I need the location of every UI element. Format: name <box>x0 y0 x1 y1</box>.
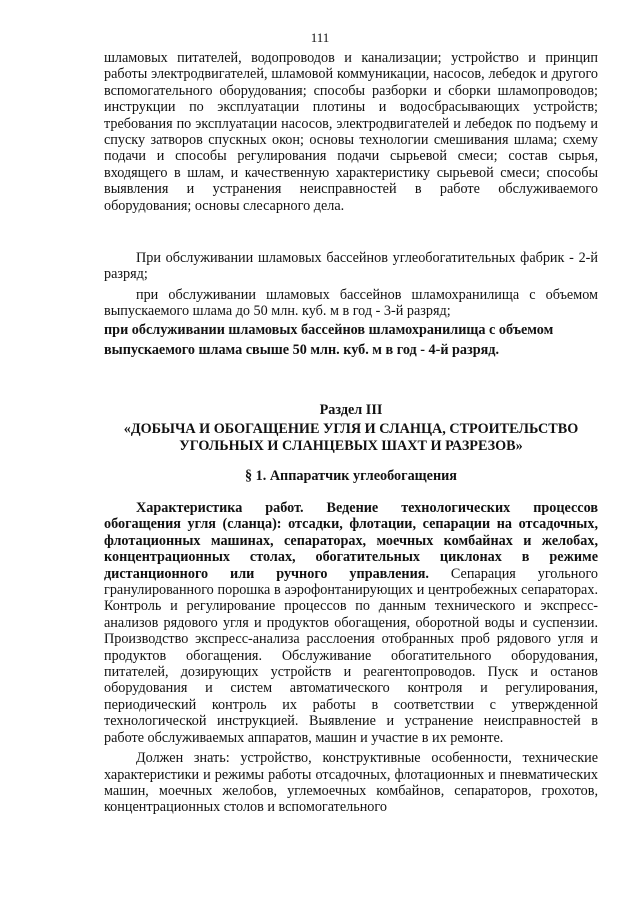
section-header <box>104 402 598 455</box>
main-block <box>104 500 598 816</box>
grade-3-paragraph: при обслуживании шламовых бассейнов шламохранилища с объемом выпускаемого шлама до 50 млн. куб. м в год - 3-й разряд; <box>104 286 598 320</box>
section-title-line-2: УГОЛЬНЫХ И СЛАНЦЕВЫХ ШАХТ И РАЗРЕЗОВ» <box>179 438 523 454</box>
section-label: Раздел III <box>319 402 383 418</box>
characteristics-text: Сепарация угольного гранулированного порошка в аэрофонтанирующих и центробежных сепараторах. Контроль и регулирование процессов по данным технического и экспресс-анализов рядового угля и продуктов обогащения, оборотной воды и суспензии. Производство экспресс-анализа расслоения отобранных проб рядового угля и продуктов обогащения. Обслуживание обогатительного оборудования, питателей, дозирующих устройств и реагентопроводов. Пуск и останов оборудования и систем автоматического контроля и регулирования, периодический контроль их работы в соответствии с утвержденной технологической инструкцией. Выявление и устранение неисправностей в работе обслуживаемых аппаратов, машин и участие в их ремонте. <box>104 565 599 746</box>
grade-4-line-2: выпускаемого шлама свыше 50 млн. куб. м в год - 4-й разряд. <box>104 342 500 359</box>
knowledge-paragraph: Должен знать: устройство, конструктивные особенности, технические характеристики и режимы работы отсадочных, флотационных и пневматических машин, моечных желобов, углемоечных комбайнов, сепараторов, грохотов, концентрационных столов и вспомогательного <box>104 750 598 816</box>
intro-paragraph: шламовых питателей, водопроводов и канализации; устройство и принцип работы электродвигателей, шламовой коммуникации, насосов, лебедок и другого вспомогательного оборудования; способы разборки и сборки шламопроводов; инструкции по эксплуатации плотины и водосбрасывающих устройств; требования по эксплуатации насосов, электродвигателей и лебедок по подъему и спуску затворов спускных окон; основы технологии смешивания шлама; схему подачи и способы регулирования подачи сырьевой смеси; состав сырья, входящего в шлам, и качественную характеристику сырьевой смеси; способы выявления и устранения неисправностей в работе обслуживаемого оборудования; основы слесарного дела. <box>104 50 598 214</box>
characteristics-bold-text: Ведение технологических процессов обогащения угля (сланца): отсадки, флотации, сепарации на отсадочных, флотационных машинах, сепараторах, моечных комбайнах и желобах, концентрационных столах, обогатительных циклонах в режиме дистанционного или ручного управления. <box>104 500 599 582</box>
grade-4-line-1: при обслуживании шламовых бассейнов шламохранилища с объемом <box>104 321 554 338</box>
characteristics-paragraph <box>104 500 598 746</box>
grade-2-paragraph: При обслуживании шламовых бассейнов углеобогатительных фабрик - 2-й разряд; <box>104 250 598 283</box>
section-title-line-1: «ДОБЫЧА И ОБОГАЩЕНИЕ УГЛЯ И СЛАНЦА, СТРОИТЕЛЬСТВО <box>123 421 579 437</box>
page-number: 111 <box>310 30 330 45</box>
grades-block <box>104 250 598 358</box>
intro-block <box>104 50 598 214</box>
paragraph-title: § 1. Аппаратчик углеобогащения <box>244 468 457 484</box>
characteristics-lead: Характеристика работ. <box>136 500 304 516</box>
